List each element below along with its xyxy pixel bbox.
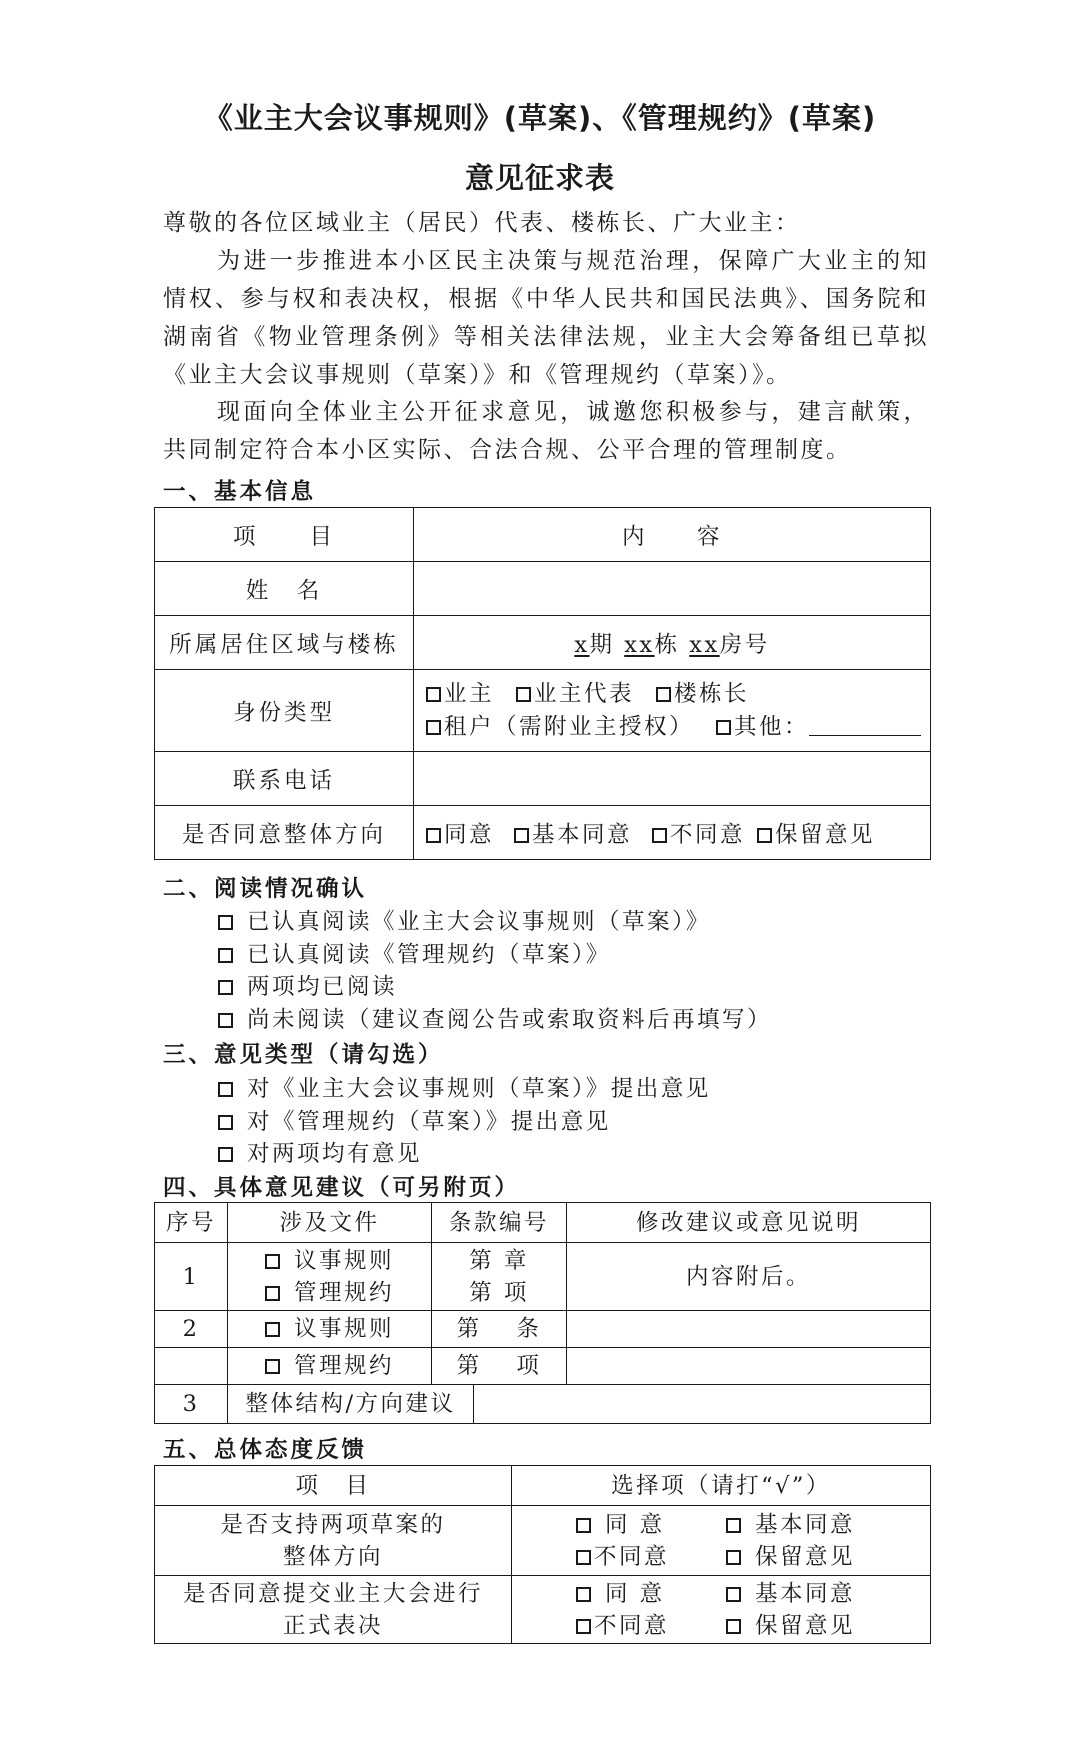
choice-basically-agree[interactable] — [726, 1578, 866, 1610]
option-label: 尚未阅读（建议查阅公告或索取资料后再填写） — [247, 1007, 773, 1033]
choice-disagree[interactable] — [576, 1541, 726, 1573]
table-row — [155, 1506, 931, 1576]
room-suffix: 房号 — [719, 631, 770, 658]
doc-rules-option[interactable] — [228, 1311, 432, 1348]
column-header-suggestion: 修改建议或意见说明 — [567, 1203, 931, 1243]
clause-field[interactable]: 第 项 — [432, 1348, 567, 1385]
identity-representative-option[interactable] — [516, 678, 634, 711]
basic-info-table — [154, 507, 931, 860]
greeting: 尊敬的各位区域业主（居民）代表、楼栋长、广大业主： — [163, 210, 801, 236]
name-field[interactable] — [414, 562, 931, 616]
choice-reserve[interactable] — [726, 1541, 866, 1573]
identity-owner-option[interactable] — [426, 678, 494, 711]
question-line: 是否支持两项草案的 — [220, 1511, 446, 1538]
name-label: 姓 名 — [155, 562, 414, 616]
option-label: 租户（需附业主授权） — [444, 713, 695, 740]
table-row — [155, 1385, 931, 1424]
checkbox-icon[interactable] — [516, 687, 531, 702]
checkbox-icon[interactable] — [265, 1286, 280, 1301]
option-label: 不同意 — [594, 1543, 670, 1570]
overall-suggestion-field[interactable] — [474, 1385, 931, 1424]
clause-field[interactable] — [432, 1243, 567, 1311]
checkbox-icon[interactable] — [652, 828, 667, 843]
column-header-clause: 条款编号 — [432, 1203, 567, 1243]
identity-other-option[interactable] — [716, 711, 921, 744]
checkbox-icon[interactable] — [426, 720, 441, 735]
intro-paragraph-1: 为进一步推进本小区民主决策与规范治理，保障广大业主的知情权、参与权和表决权，根据《中华人民共和国民法典》、国务院和湖南省《物业管理条例》等相关法律法规，业主大会筹备组已草拟《业主大会议事规则（草案）》和《管理规约（草案）》。 — [163, 248, 929, 388]
question-line: 正式表决 — [282, 1612, 383, 1639]
table-row — [155, 670, 931, 752]
choice-agree[interactable] — [576, 1578, 726, 1610]
doc-covenant-option[interactable] — [265, 1277, 394, 1309]
table-row — [155, 508, 931, 562]
area-field[interactable] — [414, 616, 931, 670]
direction-agree-option[interactable] — [426, 817, 494, 849]
option-label: 同 意 — [605, 1511, 665, 1538]
checkbox-icon[interactable] — [726, 1550, 741, 1565]
identity-building-leader-option[interactable] — [656, 678, 749, 711]
reading-option-rules[interactable] — [218, 904, 711, 936]
row-number: 1 — [155, 1243, 228, 1311]
attitude-table — [154, 1465, 931, 1644]
room-value: xx — [689, 631, 720, 658]
question-line: 整体方向 — [282, 1543, 383, 1570]
reading-option-not-read[interactable] — [218, 1002, 772, 1034]
section-reading-heading: 二、阅读情况确认 — [163, 876, 368, 902]
type-option-rules[interactable] — [218, 1071, 711, 1103]
question-line: 是否同意提交业主大会进行 — [182, 1580, 483, 1607]
clause-item: 第 项 — [469, 1279, 529, 1306]
checkbox-icon[interactable] — [426, 828, 441, 843]
column-header-document: 涉及文件 — [228, 1203, 432, 1243]
checkbox-icon[interactable] — [716, 720, 731, 735]
checkbox-icon[interactable] — [218, 915, 233, 930]
identity-label: 身份类型 — [155, 670, 414, 752]
checkbox-icon[interactable] — [265, 1322, 280, 1337]
column-header-item: 项 目 — [155, 1466, 512, 1506]
row-number: 3 — [155, 1385, 228, 1424]
option-label: 管理规约 — [293, 1279, 394, 1306]
checkbox-icon[interactable] — [726, 1587, 741, 1602]
checkbox-icon[interactable] — [576, 1587, 591, 1602]
checkbox-icon[interactable] — [576, 1550, 591, 1565]
checkbox-icon[interactable] — [218, 948, 233, 963]
choice-options — [512, 1506, 931, 1576]
table-row — [155, 752, 931, 806]
doc-rules-option[interactable] — [265, 1245, 394, 1277]
clause-field[interactable]: 第 条 — [432, 1311, 567, 1348]
area-label: 所属居住区域与楼栋 — [155, 616, 414, 670]
row-number: 2 — [155, 1311, 228, 1348]
option-label: 同 意 — [605, 1580, 665, 1607]
table-row — [155, 616, 931, 670]
identity-options — [414, 670, 931, 752]
identity-tenant-option[interactable] — [426, 711, 694, 744]
checkbox-icon[interactable] — [265, 1254, 280, 1269]
table-row — [155, 1203, 931, 1243]
option-label: 不同意 — [670, 821, 746, 848]
intro-paragraph-2: 现面向全体业主公开征求意见，诚邀您积极参与，建言献策，共同制定符合本小区实际、合法合规、公平合理的管理制度。 — [163, 399, 929, 463]
section-basic-info-heading: 一、基本信息 — [163, 479, 317, 505]
direction-disagree-option[interactable] — [652, 817, 745, 849]
document-title: 《业主大会议事规则》(草案)、《管理规约》(草案) — [203, 101, 877, 135]
checkbox-icon[interactable] — [576, 1619, 591, 1634]
question-support-direction — [155, 1506, 512, 1576]
reading-option-both[interactable] — [218, 969, 397, 1001]
column-header-no: 序号 — [155, 1203, 228, 1243]
choice-options — [512, 1576, 931, 1644]
table-row — [155, 1466, 931, 1506]
option-label: 管理规约 — [293, 1353, 394, 1379]
choice-reserve[interactable] — [726, 1610, 866, 1642]
type-option-both[interactable] — [218, 1136, 422, 1168]
option-label: 同意 — [444, 821, 495, 848]
table-row — [155, 1311, 931, 1348]
document-options — [228, 1243, 432, 1311]
clause-chapter: 第 章 — [469, 1247, 529, 1274]
option-label: 不同意 — [594, 1612, 670, 1639]
option-label: 业主代表 — [534, 680, 635, 707]
choice-disagree[interactable] — [576, 1610, 726, 1642]
question-submit-vote — [155, 1576, 512, 1644]
checkbox-icon[interactable] — [218, 1013, 233, 1028]
section-opinion-type-heading: 三、意见类型（请勾选） — [163, 1042, 444, 1068]
option-label: 基本同意 — [755, 1580, 856, 1607]
option-label: 保留意见 — [775, 821, 876, 848]
row-number-empty — [155, 1348, 228, 1385]
checkbox-icon[interactable] — [218, 1147, 233, 1162]
suggestion-field[interactable] — [567, 1311, 931, 1348]
direction-reserve-option[interactable] — [757, 817, 875, 849]
phone-label: 联系电话 — [155, 752, 414, 806]
reading-option-covenant[interactable] — [218, 937, 611, 969]
type-option-covenant[interactable] — [218, 1104, 611, 1136]
direction-options — [414, 806, 931, 860]
checkbox-icon[interactable] — [726, 1518, 741, 1533]
checkbox-icon[interactable] — [265, 1359, 280, 1374]
option-label: 对《业主大会议事规则（草案）》提出意见 — [247, 1076, 711, 1102]
option-label: 议事规则 — [293, 1316, 394, 1342]
option-label: 对《管理规约（草案）》提出意见 — [247, 1109, 611, 1135]
document-subtitle: 意见征求表 — [464, 161, 615, 195]
checkbox-icon[interactable] — [757, 828, 772, 843]
option-label: 业主 — [444, 680, 495, 707]
column-header-choice: 选择项（请打“√”） — [512, 1466, 931, 1506]
detail-opinion-table — [154, 1202, 931, 1424]
checkbox-icon[interactable] — [514, 828, 529, 843]
building-value: xx — [624, 631, 655, 658]
option-label: 对两项均有意见 — [247, 1141, 423, 1167]
option-label: 保留意见 — [755, 1612, 856, 1639]
option-label: 基本同意 — [532, 821, 633, 848]
phase-suffix: 期 — [589, 631, 615, 658]
option-label: 两项均已阅读 — [247, 974, 398, 1000]
option-label: 基本同意 — [755, 1511, 856, 1538]
direction-basically-agree-option[interactable] — [514, 817, 632, 849]
column-header-item: 项 目 — [155, 508, 414, 562]
table-row — [155, 562, 931, 616]
option-label: 已认真阅读《业主大会议事规则（草案）》 — [247, 909, 711, 935]
section-detail-heading: 四、具体意见建议（可另附页） — [163, 1175, 521, 1201]
suggestion-field[interactable] — [567, 1348, 931, 1385]
choice-agree[interactable] — [576, 1509, 726, 1541]
phase-value: x — [574, 631, 590, 658]
option-label: 其他： — [734, 713, 810, 740]
option-label: 保留意见 — [755, 1543, 856, 1570]
checkbox-icon[interactable] — [218, 1115, 233, 1130]
other-blank-field[interactable] — [809, 715, 921, 736]
table-row — [155, 1576, 931, 1644]
table-row — [155, 1243, 931, 1311]
building-suffix: 栋 — [654, 631, 680, 658]
table-row — [155, 806, 931, 860]
checkbox-icon[interactable] — [656, 687, 671, 702]
suggestion-field[interactable]: 内容附后。 — [567, 1243, 931, 1311]
phone-field[interactable] — [414, 752, 931, 806]
direction-label: 是否同意整体方向 — [155, 806, 414, 860]
table-row — [155, 1348, 931, 1385]
doc-covenant-option[interactable] — [228, 1348, 432, 1385]
column-header-content: 内 容 — [414, 508, 931, 562]
option-label: 楼栋长 — [674, 680, 750, 707]
option-label: 已认真阅读《管理规约（草案）》 — [247, 942, 611, 968]
choice-basically-agree[interactable] — [726, 1509, 866, 1541]
checkbox-icon[interactable] — [426, 687, 441, 702]
checkbox-icon[interactable] — [726, 1619, 741, 1634]
checkbox-icon[interactable] — [218, 980, 233, 995]
overall-suggestion-label: 整体结构/方向建议 — [228, 1385, 474, 1424]
option-label: 议事规则 — [293, 1247, 394, 1274]
checkbox-icon[interactable] — [576, 1518, 591, 1533]
checkbox-icon[interactable] — [218, 1082, 233, 1097]
section-attitude-heading: 五、总体态度反馈 — [163, 1437, 368, 1463]
